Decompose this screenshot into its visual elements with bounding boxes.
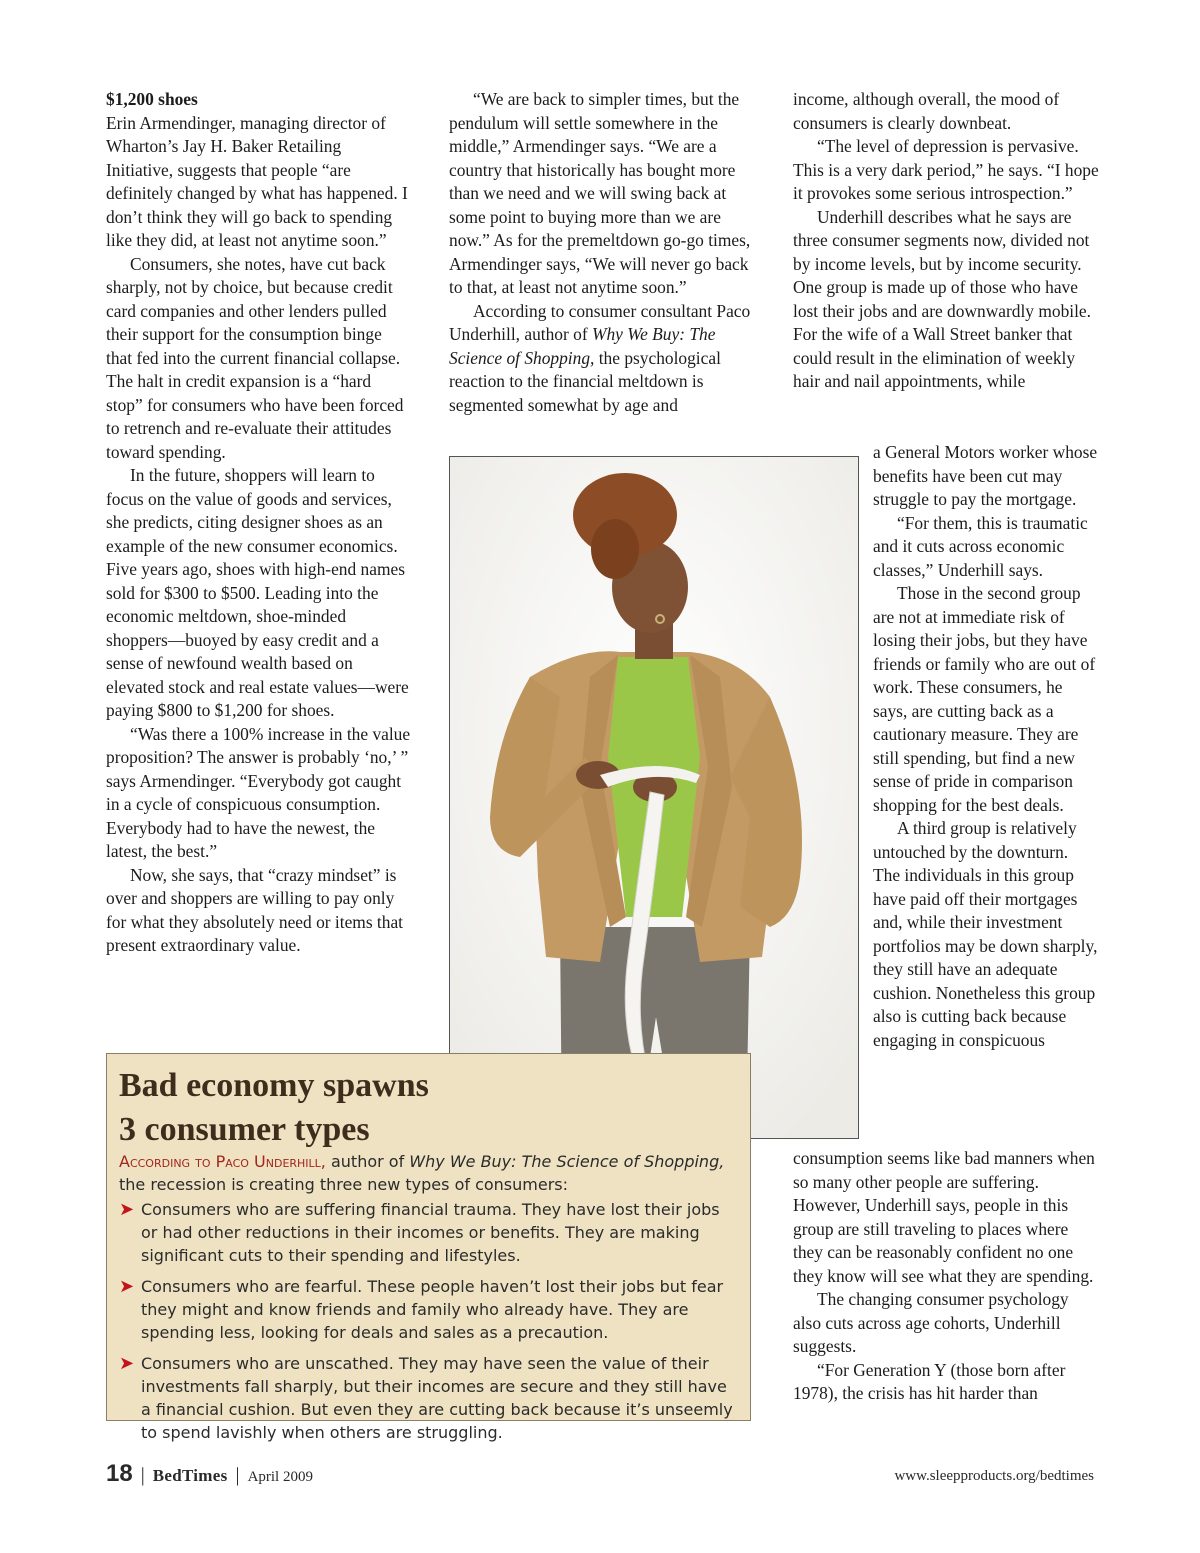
separator: | [140, 1464, 145, 1486]
paragraph: “For Generation Y (those born after 1978), the crisis has hit harder than [793, 1359, 1066, 1403]
paragraph: a General Motors worker whose benefits have been cut may struggle to pay the mortgage. [873, 442, 1098, 509]
article-column-1 [106, 88, 412, 958]
paragraph: The changing consumer psychology also cuts across age cohorts, Underhill suggests. [793, 1289, 1069, 1356]
magazine-name: BedTimes [152, 1466, 228, 1485]
section-heading: $1,200 shoes [106, 89, 198, 109]
arrowhead-icon: ➤ [119, 1276, 135, 1297]
arrowhead-icon: ➤ [119, 1353, 135, 1374]
paragraph: consumption seems like bad manners when so many other people are suffering. However, Underhill says, people in this group are still traveling to places where they can be reasonably confident no one they know will see what they are spending. [793, 1148, 1095, 1286]
sidebar-box [106, 1053, 751, 1442]
paragraph: Underhill describes what he says are three consumer segments now, divided not by income levels, but by income security. One group is made up of those who have lost their jobs and are downwardly mobile. For the wife of a Wall Street banker that could result in the elimination of weekly hair and nail appointments, while [793, 206, 1091, 391]
paragraph: Erin Armendinger, managing director of Wharton’s Jay H. Baker Retailing Initiative, suggests that people “are definitely changed by what has happened. I don’t think they will go back to spending like they did, at least not anytime soon.” [106, 112, 408, 250]
article-column-3-bottom [793, 1147, 1099, 1406]
article-column-3-wrap [873, 441, 1099, 1052]
bullet-text: Consumers who are suffering financial trauma. They have lost their jobs or had other reductions in their incomes or benefits. They are making significant cuts to their spending and lifestyles. [141, 1200, 720, 1265]
sidebar-body [119, 1150, 739, 1444]
paragraph: In the future, shoppers will learn to focus on the value of goods and services, she predicts, citing designer shoes as an example of the new consumer economics. Five years ago, shoes with high-end names sold for $300 to $500. Leading into the economic meltdown, shoe-minded shoppers—buoyed by easy credit and a sense of newfound wealth based on elevated stock and real estate values—were paying $800 to $1,200 for shoes. [106, 465, 409, 720]
sidebar-lead: According to Paco Underhill, [119, 1152, 326, 1171]
list-item [119, 1275, 739, 1344]
photo-illustration [450, 457, 858, 1138]
footer-url: www.sleepproducts.org/bedtimes [894, 1468, 1094, 1484]
paragraph: Those in the second group are not at immediate risk of losing their jobs, but they have friends or family who are out of work. These consumers, he says, are cutting back as a cautionary measure. They are still spending, but find a new sense of pride in comparison shopping for the best deals. [873, 583, 1096, 815]
paragraph: “For them, this is traumatic and it cuts across economic classes,” Underhill says. [873, 512, 1088, 580]
book-title: Why We Buy: The Science of Shopping, [409, 1152, 725, 1171]
list-item [119, 1198, 739, 1267]
paragraph: Consumers, she notes, have cut back sharply, not by choice, but because credit card companies and other lenders pulled their support for the consumption binge that fed into the current financial collapse. The halt in credit expansion is a “hard stop” for consumers who have been forced to retrench and re-evaluate their attitudes toward spending. [106, 253, 404, 462]
paragraph: “We are back to simpler times, but the pendulum will settle somewhere in the middle,” Armendinger says. “We are a country that historically has bought more than we need and we will swing back at some point to buying more than we are now.” As for the premeltdown go-go times, Armendinger says, “We will never go back to that, at least not anytime soon.” [449, 89, 751, 297]
book-title: Why We Buy: The Science of Shopping, [449, 324, 716, 368]
paragraph [449, 300, 759, 418]
article-column-2 [449, 88, 759, 417]
woman-reading-receipt-photo [449, 456, 859, 1139]
text-run: author of [325, 1152, 410, 1171]
article-column-3-top [793, 88, 1099, 394]
text-run: According to consumer consultant Paco Underhill, author of [449, 300, 751, 344]
paragraph: A third group is relatively untouched by the downturn. The individuals in this group have paid off their mortgages and, while their investment portfolios may be down sharply, they still have an adequate cushion. Nonetheless this group also is cutting back because engaging in conspicuous [873, 818, 1098, 1050]
sidebar-intro [119, 1150, 739, 1196]
separator: | [235, 1464, 240, 1486]
paragraph: income, although overall, the mood of consumers is clearly downbeat. [793, 89, 1060, 133]
text-run: the psychological reaction to the financial meltdown is segmented somewhat by age and [449, 347, 721, 415]
paragraph: Now, she says, that “crazy mindset” is over and shoppers are willing to pay only for what they absolutely need or items that present extraordinary value. [106, 864, 404, 955]
page-footer [106, 1460, 313, 1488]
paragraph: “Was there a 100% increase in the value proposition? The answer is probably ‘no,’ ” says Armendinger. “Everybody got caught in a cycle of conspicuous consumption. Everybody had to have the newest, the latest, the best.” [106, 723, 411, 861]
sidebar-title: Bad economy spawns 3 consumer types [119, 1067, 429, 1148]
bullet-text: Consumers who are unscathed. They may have seen the value of their investments fall sharply, but their incomes are secure and they still have a financial cushion. But even they are cutting back because it’s unseemly to spend lavishly when others are struggling. [141, 1354, 733, 1442]
bullet-text: Consumers who are fearful. These people haven’t lost their jobs but fear they might and know friends and family who already have. They are spending less, looking for deals and sales as a precaution. [141, 1277, 724, 1342]
text-run: the recession is creating three new types of consumers: [119, 1175, 569, 1194]
list-item [119, 1352, 739, 1444]
issue-date: April 2009 [247, 1469, 313, 1485]
page-number: 18 [106, 1460, 133, 1487]
paragraph: “The level of depression is pervasive. This is a very dark period,” he says. “I hope it provokes some serious introspection.” [793, 136, 1099, 203]
arrowhead-icon: ➤ [119, 1199, 135, 1220]
